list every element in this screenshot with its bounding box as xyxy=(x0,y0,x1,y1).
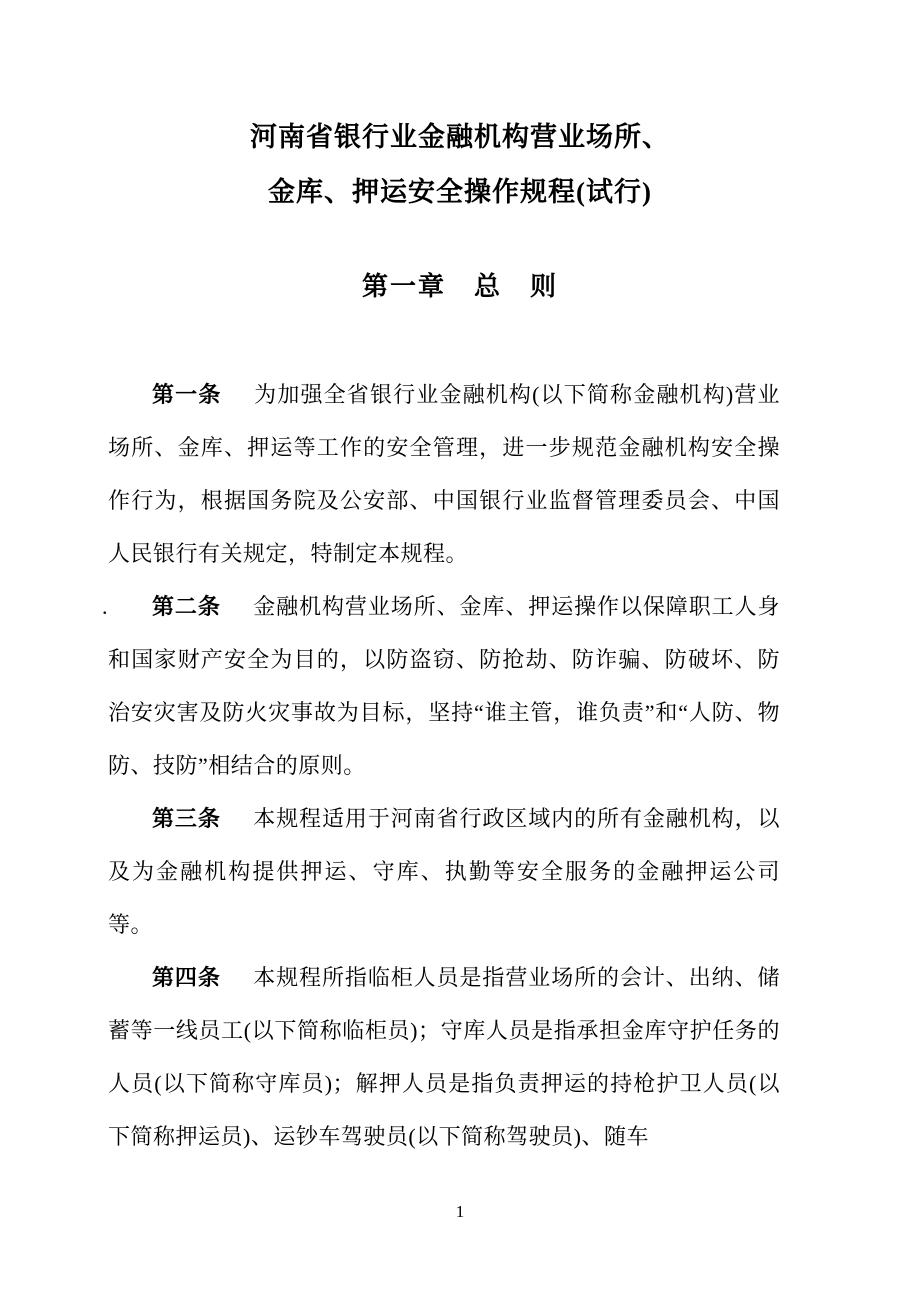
document-body xyxy=(0,368,920,1163)
article-number: 第四条 xyxy=(152,965,221,990)
title-line-1: 河南省银行业金融机构营业场所、 xyxy=(250,122,670,152)
article-text: 金融机构营业场所、金库、押运操作以保障职工人身和国家财产安全为目的，以防盗窃、防抢劫、防诈骗、防破坏、防治安灾害及防火灾事故为目标，坚持“谁主管，谁负责”和“人防、物防、技防”相结合的原则。 xyxy=(108,594,780,778)
article-text: 本规程适用于河南省行政区域内的所有金融机构，以及为金融机构提供押运、守库、执勤等安全服务的金融押运公司等。 xyxy=(108,806,780,937)
article-text: 为加强全省银行业金融机构(以下简称金融机构)营业场所、金库、押运等工作的安全管理，进一步规范金融机构安全操作行为，根据国务院及公安部、中国银行业监督管理委员会、中国人民银行有关规定，特制定本规程。 xyxy=(108,382,780,566)
chapter-heading: 第一章 总 则 xyxy=(361,272,558,301)
paragraph-article-3 xyxy=(108,792,780,951)
article-number: 第三条 xyxy=(152,806,221,831)
paragraph-article-2 xyxy=(102,580,780,792)
article-number: 第二条 xyxy=(152,594,221,619)
paragraph-article-4 xyxy=(108,951,780,1163)
article-text: 本规程所指临柜人员是指营业场所的会计、出纳、储蓄等一线员工(以下简称临柜员)；守库人员是指承担金库守护任务的人员(以下简称守库员)；解押人员是指负责押运的持枪护卫人员(以下简称押运员)、运钞车驾驶员(以下简称驾驶员)、随车 xyxy=(108,965,780,1149)
article-number: 第一条 xyxy=(152,382,222,407)
page-number: 1 xyxy=(455,1202,465,1221)
document-title xyxy=(0,0,920,220)
title-line-2: 金库、押运安全操作规程(试行) xyxy=(268,177,652,207)
paragraph-article-1 xyxy=(108,368,780,580)
stray-mark: . xyxy=(102,594,108,619)
